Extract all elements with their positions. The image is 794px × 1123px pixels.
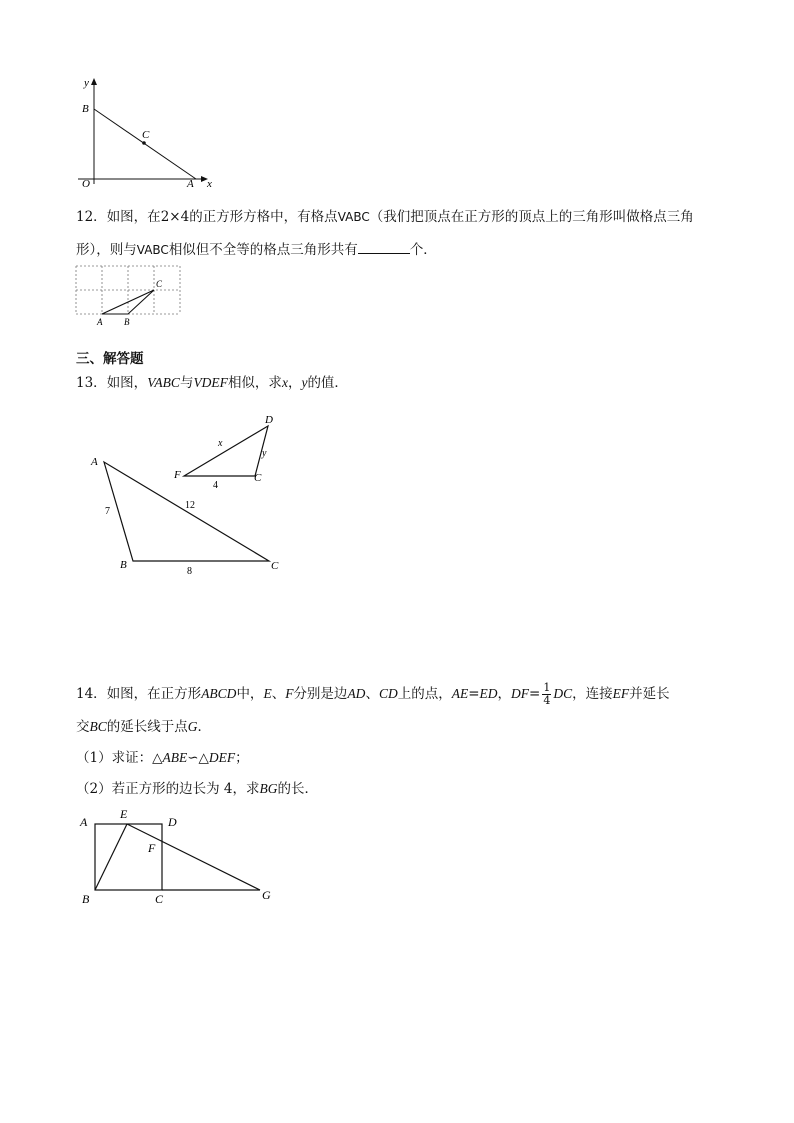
q14-part1	[76, 749, 249, 767]
q12-text-b: 的正方形方格中，有格点	[189, 209, 338, 225]
q13-triangle-abc	[104, 462, 269, 561]
q14-part2-end: 的长．	[277, 781, 318, 797]
q14-point-e: E	[263, 686, 272, 701]
q14-side-ad: AD	[347, 686, 366, 701]
q14-label-c: C	[155, 892, 164, 906]
q13-triangle-2: VDEF	[193, 375, 228, 390]
q14-point-f: F	[285, 686, 294, 701]
origin-label: O	[82, 178, 90, 190]
q14-segment-eg	[127, 824, 260, 890]
point-c-label: C	[142, 129, 150, 141]
q12-text-d: 形），则与	[76, 242, 137, 258]
q13-label-f: F	[174, 469, 181, 481]
q13-label-c2: C	[254, 472, 262, 484]
q12-label-b: B	[124, 317, 130, 327]
q12-line2	[76, 240, 437, 259]
q14-point-g: G	[187, 719, 198, 734]
q14-text-a: 如图，在正方形	[106, 686, 202, 702]
point-c-dot	[142, 141, 146, 145]
q14-figure	[72, 806, 282, 908]
section-3-title: 三、解答题	[76, 351, 144, 367]
q14-label-a: A	[80, 815, 88, 829]
q14-eq: =	[468, 686, 480, 702]
q14-text-d: 上的点，	[397, 686, 452, 702]
q13-label-a: A	[91, 456, 98, 468]
q14-label-b: B	[82, 892, 90, 906]
q14-label-d: D	[168, 815, 177, 829]
q14-text-g: 交	[76, 719, 90, 735]
q14-label-e: E	[120, 807, 128, 821]
q12-triangle: VABC	[337, 210, 370, 224]
q13-var-x: x	[281, 375, 288, 390]
q13-label-b: B	[120, 559, 127, 571]
q14-part2-text: （2）若正方形的边长为 4，求	[76, 781, 260, 797]
q14-dc: DC	[553, 686, 573, 701]
q14-side-cd: CD	[378, 686, 398, 701]
q12-triangle-2: VABC	[136, 243, 169, 257]
q14-text-h: 的延长线于点	[106, 719, 188, 735]
q14-ed: ED	[479, 686, 498, 701]
q14-dot: 、	[271, 686, 286, 702]
q13-sep: ，	[287, 375, 302, 391]
q12-answer-blank[interactable]	[358, 240, 410, 254]
q14-ae: AE	[451, 686, 469, 701]
q14-dot-2: 、	[365, 686, 379, 702]
q14-text-c: 分别是边	[293, 686, 348, 702]
y-axis-arrow	[91, 78, 97, 85]
q14-period: ．	[197, 719, 212, 735]
q12-number: 12．	[76, 209, 107, 225]
q14-part1-end: ；	[235, 750, 249, 766]
q12-text-c: （我们把顶点在正方形的顶点上的三角形叫做格点三角	[369, 209, 694, 225]
q14-line2	[76, 718, 211, 736]
q14-bc: BC	[89, 719, 107, 734]
q14-text-e: ，连接	[572, 686, 613, 702]
q13-line	[76, 374, 348, 392]
q12-label-a: A	[97, 317, 103, 327]
point-a-label: A	[187, 178, 194, 190]
q13-side-y: y	[262, 448, 267, 459]
y-axis-label: y	[84, 77, 89, 89]
q13-side-ac: 12	[185, 500, 195, 511]
q14-part1-label: （1）求证：	[76, 750, 153, 766]
q14-ef: EF	[612, 686, 630, 701]
q14-text-f: 并延长	[629, 686, 670, 702]
q14-fraction-num: 1	[543, 681, 551, 694]
q13-var-y: y	[301, 375, 308, 390]
q12-grid-figure	[72, 262, 184, 328]
q14-segment-be	[95, 824, 127, 890]
q14-label-f: F	[148, 841, 156, 855]
q13-side-fc: 4	[213, 480, 218, 491]
q12-text-a: 如图，在	[106, 209, 161, 225]
q14-fraction	[542, 682, 551, 707]
q13-label-c: C	[271, 560, 279, 572]
q12-text-e: 相似但不全等的格点三角形共有	[168, 242, 358, 258]
q14-part1-math: △ABE∽△DEF	[152, 750, 236, 765]
q14-df: DF	[511, 686, 530, 701]
q12-text-f: 个．	[409, 242, 437, 258]
q13-side-x: x	[218, 438, 223, 449]
q13-side-ab: 7	[105, 506, 110, 517]
axes-figure	[70, 72, 230, 197]
q13-with: 与	[179, 375, 194, 391]
q14-label-g: G	[262, 888, 271, 902]
q13-number: 13．	[76, 375, 107, 391]
x-axis-label: x	[207, 178, 212, 190]
q14-comma: ，	[497, 686, 512, 702]
q13-label-d: D	[265, 414, 273, 426]
q12-line1	[76, 208, 694, 226]
q14-bg: BG	[259, 781, 278, 796]
q13-text-a: 如图，	[106, 375, 148, 391]
q13-side-bc: 8	[187, 566, 192, 577]
q12-grid-size: 2×4	[160, 209, 190, 225]
q13-text-b: 相似，求	[227, 375, 282, 391]
q14-eq-2: =	[529, 686, 541, 702]
q14-square-name: ABCD	[201, 686, 237, 701]
q12-label-c: C	[156, 279, 163, 289]
q14-text-b: 中，	[236, 686, 264, 702]
q13-figure	[85, 408, 295, 580]
q14-part2	[76, 780, 318, 798]
point-b-label: B	[82, 103, 89, 115]
q13-triangle-dfc	[184, 426, 268, 476]
q14-number: 14．	[76, 686, 107, 702]
q14-square	[95, 824, 162, 890]
q13-text-c: 的值．	[307, 375, 348, 391]
q14-fraction-den: 4	[543, 694, 551, 707]
q14-line1	[76, 682, 670, 707]
q13-triangle-1: VABC	[147, 375, 180, 390]
